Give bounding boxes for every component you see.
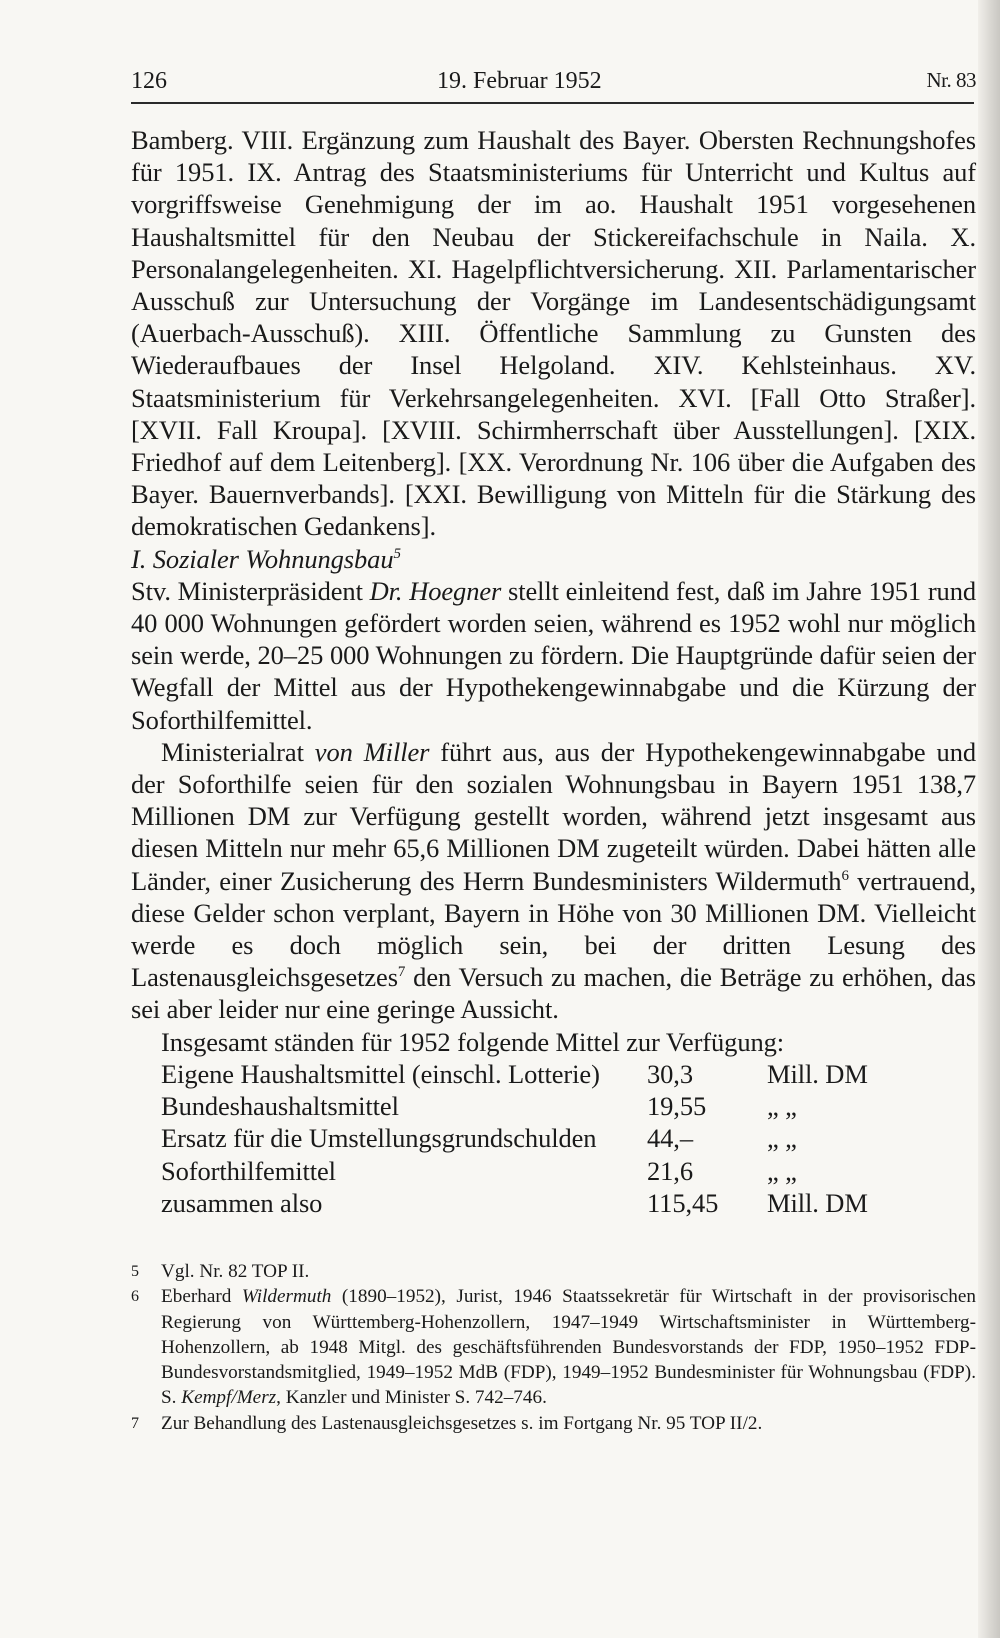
funds-label: Bundeshaushaltsmittel — [161, 1091, 399, 1122]
paragraph-von-miller — [131, 736, 976, 1026]
speaker-von-miller: von Miller — [314, 736, 430, 767]
para2-mid2: vertrauend, diese Gelder schon verplant, Bayern in Höhe von 30 Millionen DM. Vielleicht werde es doch möglich sein, bei der dritten Lesung des Lastenausgleichsgesetzes — [131, 865, 976, 993]
footnote-ref-7: 7 — [397, 964, 406, 981]
footnote-text-post: , Kanzler und Minister S. 742–746. — [276, 1387, 547, 1409]
footnote-7 — [131, 1411, 976, 1436]
footnote-text-pre: Eberhard — [161, 1286, 242, 1308]
funds-amount: 115,45 — [647, 1187, 719, 1218]
funds-row — [161, 1058, 976, 1090]
funds-unit: Mill. DM — [767, 1187, 868, 1218]
running-header — [131, 60, 976, 94]
footnotes — [131, 1259, 976, 1436]
footnote-ref-5: 5 — [393, 545, 401, 562]
body-text — [131, 124, 976, 1219]
footnote-text-mid: (1890–1952), Jurist, 1946 Staatssekretär für Wirtschaft in der provisorischen Regierung von Württemberg-Hohenzollern, 1947–1949 Wirtschaftsminister in Württemberg-Hohenzollern, ab 1948 Mitgl. des geschäftsführenden Bundesvorstands der FDP, 1950–1952 FDP-Bundesvorstandsmitglied, 1949–1952 MdB (FDP), 1949–1952 Bundesminister für Wohnungsbau (FDP). S. — [161, 1286, 976, 1409]
para1-pre: Stv. Ministerpräsident — [131, 575, 370, 606]
funds-block — [161, 1026, 976, 1219]
person-wildermuth: Wildermuth — [241, 1286, 332, 1308]
funds-unit: „ „ — [767, 1091, 797, 1122]
page-number: 126 — [131, 68, 167, 94]
para2-pre: Ministerialrat — [161, 736, 315, 767]
speaker-hoegner: Dr. Hoegner — [369, 575, 502, 606]
funds-row — [161, 1122, 976, 1154]
header-date: 19. Februar 1952 — [437, 68, 602, 94]
funds-label: Soforthilfemittel — [161, 1155, 336, 1186]
footnote-number: 6 — [131, 1288, 139, 1306]
funds-intro: Insgesamt ständen für 1952 folgende Mittel zur Verfügung: — [161, 1026, 785, 1057]
para2-mid1: führt aus, aus der Hypothekengewinnabgabe und der Soforthilfe seien für den sozialen Wohnungsbau in Bayern 1951 138,7 Millionen DM zur Verfügung gestellt worden, während jetzt insgesamt aus diesen Mitteln nur mehr 65,6 Millionen DM zugeteilt würden. Dabei hätten alle Länder, einer Zusicherung des Herrn Bundesministers Wildermuth — [131, 736, 976, 896]
header-rule — [131, 102, 974, 104]
funds-amount: 44,– — [647, 1123, 693, 1154]
footnote-6 — [131, 1284, 976, 1410]
funds-label: zusammen also — [161, 1187, 323, 1218]
footnote-ref-6: 6 — [841, 867, 849, 884]
para2-post: den Versuch zu machen, die Beträge zu erhöhen, das sei aber leider nur eine geringe Aussicht. — [131, 962, 976, 1025]
section-title: I. Sozialer Wohnungsbau — [131, 543, 394, 574]
footnote-text: Vgl. Nr. 82 TOP II. — [161, 1260, 310, 1282]
funds-unit: „ „ — [767, 1155, 797, 1186]
section-heading — [131, 543, 976, 575]
para1-post: stellt einleitend fest, daß im Jahre 1951 rund 40 000 Wohnungen gefördert worden seien, während es 1952 wohl nur möglich sein werde, 20–25 000 Wohnungen zu fördern. Die Hauptgründe dafür seien der Wegfall der Mittel aus der Hypothekengewinnabgabe und die Kürzung der Soforthilfemittel. — [131, 575, 976, 735]
protocol-number: Nr. 83 — [926, 68, 976, 92]
paragraph-hoegner — [131, 575, 976, 736]
funds-row — [161, 1090, 976, 1122]
funds-unit: Mill. DM — [767, 1058, 868, 1089]
agenda-continuation: Bamberg. VIII. Ergänzung zum Haushalt des Bayer. Obersten Rechnungshofes für 1951. IX. Antrag des Staatsministeriums für Unterricht und Kultus auf vorgriffsweise Genehmigung der im ao. Haushalt 1951 vorgesehenen Haushaltsmittel für den Neubau der Stickereifachschule in Naila. X. Personalangelegenheiten. XI. Hagelpflichtversicherung. XII. Parlamentarischer Ausschuß zur Untersuchung der Vorgänge im Landesentschädigungsamt (Auerbach-Ausschuß). XIII. Öffentliche Sammlung zu Gunsten des Wiederaufbaues der Insel Helgoland. XIV. Kehlsteinhaus. XV. Staatsministerium für Verkehrsangelegenheiten. XVI. [Fall Otto Straßer]. [XVII. Fall Kroupa]. [XVIII. Schirmherrschaft über Ausstellungen]. [XIX. Friedhof auf dem Leitenberg]. [XX. Verordnung Nr. 106 über die Aufgaben des Bayer. Bauernverbands]. [XXI. Bewilligung von Mitteln für die Stärkung des demokratischen Gedankens]. — [131, 125, 976, 542]
page-edge-shadow — [978, 0, 1000, 1638]
footnote-5 — [131, 1259, 976, 1284]
page-content — [131, 60, 976, 1436]
funds-unit: „ „ — [767, 1123, 797, 1154]
funds-amount: 30,3 — [647, 1058, 693, 1089]
reference-kempf-merz: Kempf/Merz — [181, 1387, 277, 1409]
funds-row-total — [161, 1187, 976, 1219]
funds-amount: 19,55 — [647, 1091, 707, 1122]
funds-row — [161, 1155, 976, 1187]
footnote-number: 5 — [131, 1262, 139, 1280]
footnote-number: 7 — [131, 1414, 139, 1432]
funds-amount: 21,6 — [647, 1155, 693, 1186]
footnote-text: Zur Behandlung des Lastenausgleichsgesetzes s. im Fortgang Nr. 95 TOP II/2. — [161, 1412, 763, 1434]
funds-label: Ersatz für die Umstellungsgrundschulden — [161, 1123, 597, 1154]
funds-label: Eigene Haushaltsmittel (einschl. Lotterie) — [161, 1058, 600, 1089]
